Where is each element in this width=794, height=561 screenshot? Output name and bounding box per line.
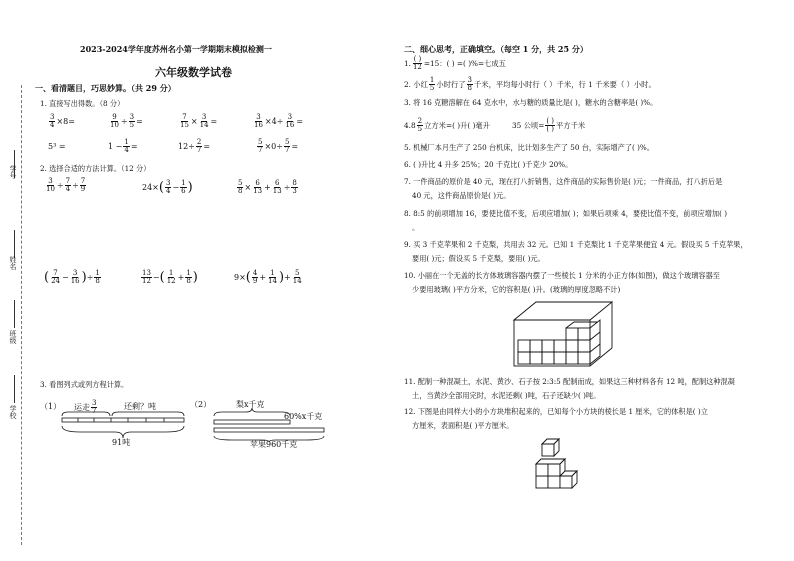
diagram1-total: 91吨 [112, 438, 131, 447]
calc-expr: $\frac{13}{12}$ − ( $\frac{1}{12}$ + $\frac{1}{8}$ ) [142, 269, 198, 285]
q2: 2. 小红 $\frac{1}{5}$ 小时行了 $\frac{3}{8}$ 千米，平均每小时行（ ）千米，行 1 千米要（ ）小时。 [404, 76, 656, 92]
q5: 5. 机械厂本月生产了 250 台机床，比计划多生产了 50 台，实际增产了( )%。 [404, 143, 654, 152]
diagram2-segment [212, 408, 332, 442]
q8-cont: 。 [412, 223, 420, 232]
q6: 6. ( )升比 4 升多 25%；20 千克比( )千克少 20%。 [404, 160, 573, 169]
calc-item: $\frac{5}{7}$ ×0÷ $\frac{5}{7}$ = [258, 138, 299, 154]
q1: 1. $\frac{( )}{12}$ =15：( ) =( )%=七成五 [404, 55, 506, 71]
calc-item: $\frac{9}{10}$ ÷ $\frac{3}{5}$ = [110, 113, 143, 129]
side-label-class: 班级 [9, 330, 17, 344]
q3: 3. 将 16 克糖溶解在 64 克水中，水与糖的质量比是( )，糖水的含糖率是( )%。 [404, 98, 658, 107]
margin-line [14, 230, 15, 258]
q9: 9. 买 3 千克苹果和 2 千克梨，共用去 32 元。已知 1 千克梨比 1 千克苹果便宜 4 元。假设买 5 千克苹果， [404, 240, 748, 249]
calc-expr: 24× ( $\frac{3}{4}$ − $\frac{1}{6}$ ) [142, 179, 193, 195]
calc-item: 5³ = [48, 142, 66, 151]
q7-cont: 40 元，这件商品原价是( )元。 [412, 191, 511, 200]
calc-expr: ( $\frac{7}{24}$ − $\frac{3}{16}$ ) ÷ $\frac{1}{8}$ [44, 269, 100, 285]
side-label-school: 学校 [9, 405, 17, 419]
diagram1-label-left: 运走 $\frac{3}{7}$ [74, 399, 97, 415]
margin-line [14, 375, 15, 403]
calc-expr: $\frac{5}{8}$ × $\frac{6}{13}$ + $\frac{6}{13}$ ÷ $\frac{8}{3}$ [238, 179, 297, 195]
diagram2-num: （2） [190, 400, 212, 409]
q12-cont: 方厘米，表面积是( )平方厘米。 [412, 421, 514, 430]
part1-s1: 1. 直接写出得数。（8 分） [40, 99, 125, 108]
calc-item: $\frac{3}{4}$ ×8= [50, 113, 75, 129]
q10: 10. 小丽在一个无盖的长方体玻璃容器内摆了一些棱长 1 分米的小正方体(如图)，做这个玻璃容器至 [404, 271, 720, 280]
q9-cont: 要用( )元；假设买 5 千克梨，要用( )元。 [412, 254, 545, 263]
q12: 12. 下图是由同样大小的小方块堆积起来的，已知每个小方块的棱长是 1 厘米，它的体积是( )立 [404, 407, 708, 416]
side-label-id: 学号 [9, 165, 17, 179]
calc-item: 1 − $\frac{1}{4}$ = [108, 138, 138, 154]
exam-name: 2023-2024学年度苏州名小第一学期期末模拟检测一 [80, 44, 272, 54]
q11: 11. 配制一种混凝土，水泥、黄沙、石子按 2:3:5 配制而成，如果这三种材料各有 12 吨，配制这种混凝 [404, 377, 735, 386]
side-label-name: 姓名 [9, 256, 17, 270]
q11-cont: 土，当黄沙全部用完时，水泥还剩( )吨，石子还缺少( )吨。 [412, 391, 601, 400]
paper-title: 六年级数学试卷 [155, 66, 232, 79]
q8: 8. 8:5 的前项增加 16，要使比值不变，后项应增加( )；如果后项乘 4，要使比值不变，前项应增加( ) [404, 209, 728, 218]
margin-line [14, 300, 15, 328]
calc-item: $\frac{7}{15}$ × $\frac{3}{14}$ = [180, 113, 218, 129]
diagram1-label-right: 还剩？吨 [124, 402, 156, 411]
q4: 4. 8 $\frac{2}{5}$ 立方米=( )升( )毫升 35 公顷= $\frac{( )}{( )}$ 平方千米 [404, 117, 586, 133]
calc-item: 12÷ $\frac{2}{7}$ = [178, 138, 211, 154]
cube-stack-figure [532, 436, 582, 494]
diagram1-num: （1） [40, 402, 62, 411]
part2-title: 二、细心思考，正确填空。（每空 1 分，共 25 分） [404, 44, 588, 54]
diagram2-label-pct: 60%x千克 [284, 412, 323, 421]
diagram2-total: 苹果960千克 [250, 440, 298, 449]
part1-title: 一、看清题目，巧思妙算。（共 29 分） [35, 83, 176, 93]
part1-s2: 2. 选择合适的方法计算。（12 分） [40, 164, 151, 173]
calc-item: $\frac{3}{16}$ ×4÷ $\frac{3}{16}$ = [254, 113, 304, 129]
part1-s3: 3. 看图列式或列方程计算。 [40, 380, 129, 389]
calc-expr: $\frac{3}{10}$ ÷ $\frac{7}{4}$ ÷ $\frac{7}{9}$ [46, 177, 86, 193]
calc-expr: 9× ( $\frac{4}{9}$ + $\frac{1}{14}$ ) + $\frac{5}{14}$ [234, 269, 302, 285]
diagram2-label-top: 梨x千克 [236, 400, 265, 409]
glass-container-figure [508, 298, 618, 370]
q10-cont: 少要用玻璃( )平方分米，它的容积是( )升。(玻璃的厚度忽略不计) [412, 285, 621, 294]
binding-dashed-line [21, 85, 22, 545]
q7: 7. 一件商品的原价是 40 元，现在打八折销售，这件商品的实际售价是( )元；一件商品，打八折后是 [404, 177, 723, 186]
